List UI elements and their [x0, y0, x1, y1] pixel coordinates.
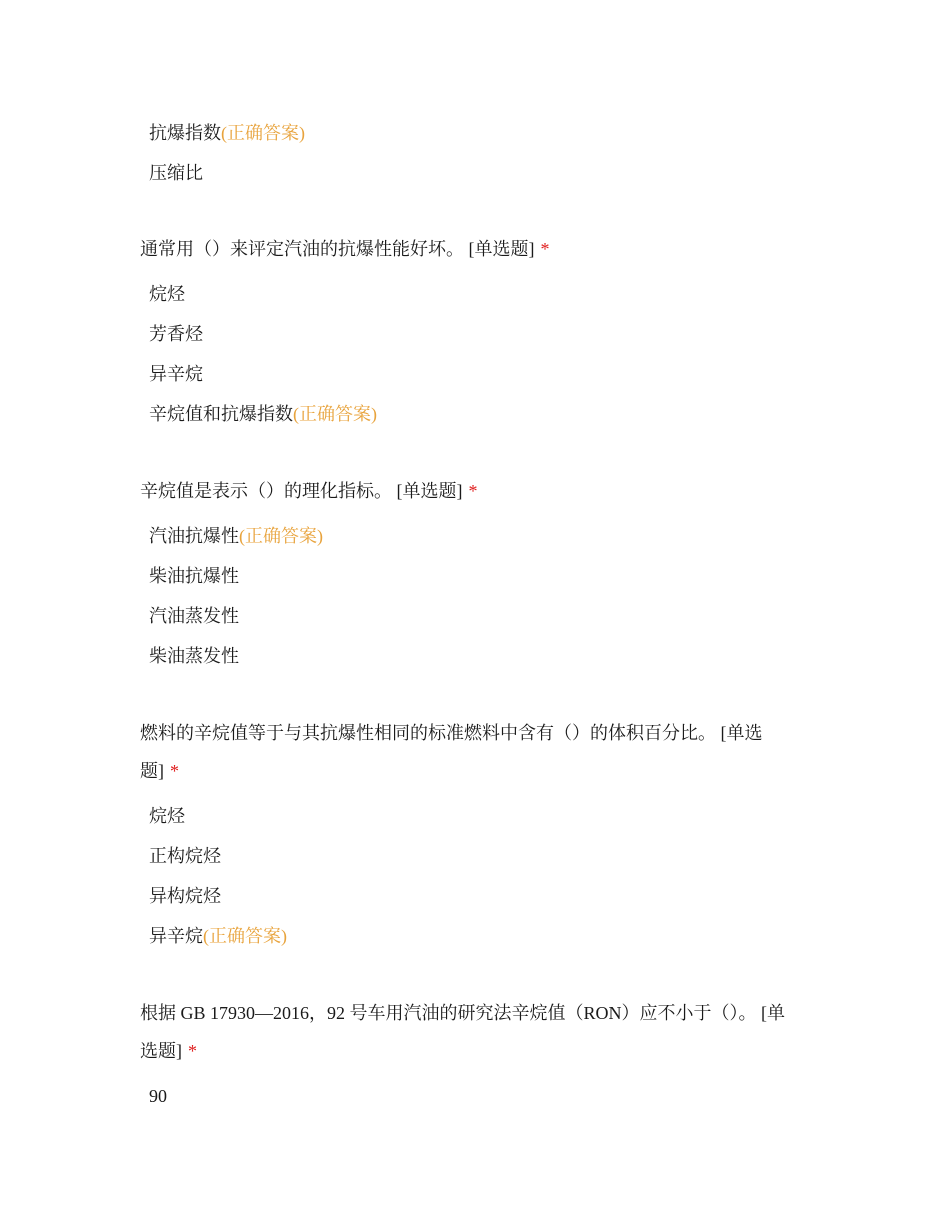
required-mark: *	[468, 481, 478, 501]
option-item: 汽油蒸发性	[149, 606, 239, 626]
option-item: 正构烷烃	[149, 846, 221, 866]
correct-answer-tag: (正确答案)	[203, 926, 287, 946]
option-item: 压缩比	[149, 163, 203, 183]
correct-answer-tag: (正确答案)	[239, 526, 323, 546]
option-item: 芳香烃	[149, 324, 203, 344]
option-item: 柴油抗爆性	[149, 566, 239, 586]
option-item: 抗爆指数(正确答案)	[149, 123, 305, 143]
partial-question-options	[140, 113, 800, 193]
required-mark: *	[188, 1041, 197, 1061]
option-item: 辛烷值和抗爆指数(正确答案)	[149, 404, 377, 424]
option-item: 烷烃	[149, 284, 185, 304]
correct-answer-tag: (正确答案)	[293, 404, 377, 424]
option-item: 柴油蒸发性	[149, 646, 239, 666]
question-type-label: [单选题]	[396, 481, 463, 501]
option-item: 异辛烷	[149, 364, 203, 384]
question-block	[140, 994, 800, 1116]
question-type-label: [单选题]	[140, 1003, 786, 1061]
question-type-label: [单选题]	[468, 239, 535, 259]
question-text: 根据 GB 17930—2016，92 号车用汽油的研究法辛烷值（RON）应不小于（）。 [单选题] *	[140, 1003, 786, 1061]
option-item: 90	[149, 1086, 167, 1106]
option-item: 异辛烷(正确答案)	[149, 926, 287, 946]
question-text: 燃料的辛烷值等于与其抗爆性相同的标准燃料中含有（）的体积百分比。 [单选题] *	[140, 723, 763, 781]
correct-answer-tag: (正确答案)	[221, 123, 305, 143]
option-item: 烷烃	[149, 806, 185, 826]
question-block	[140, 472, 800, 676]
question-block	[140, 230, 800, 434]
required-mark: *	[540, 239, 550, 259]
question-text: 辛烷值是表示（）的理化指标。 [单选题] *	[140, 481, 478, 501]
option-item: 异构烷烃	[149, 886, 221, 906]
option-item: 汽油抗爆性(正确答案)	[149, 526, 323, 546]
question-type-label: [单选题]	[140, 723, 763, 781]
question-block	[140, 714, 800, 956]
question-text: 通常用（）来评定汽油的抗爆性能好坏。 [单选题] *	[140, 239, 550, 259]
required-mark: *	[170, 761, 179, 781]
